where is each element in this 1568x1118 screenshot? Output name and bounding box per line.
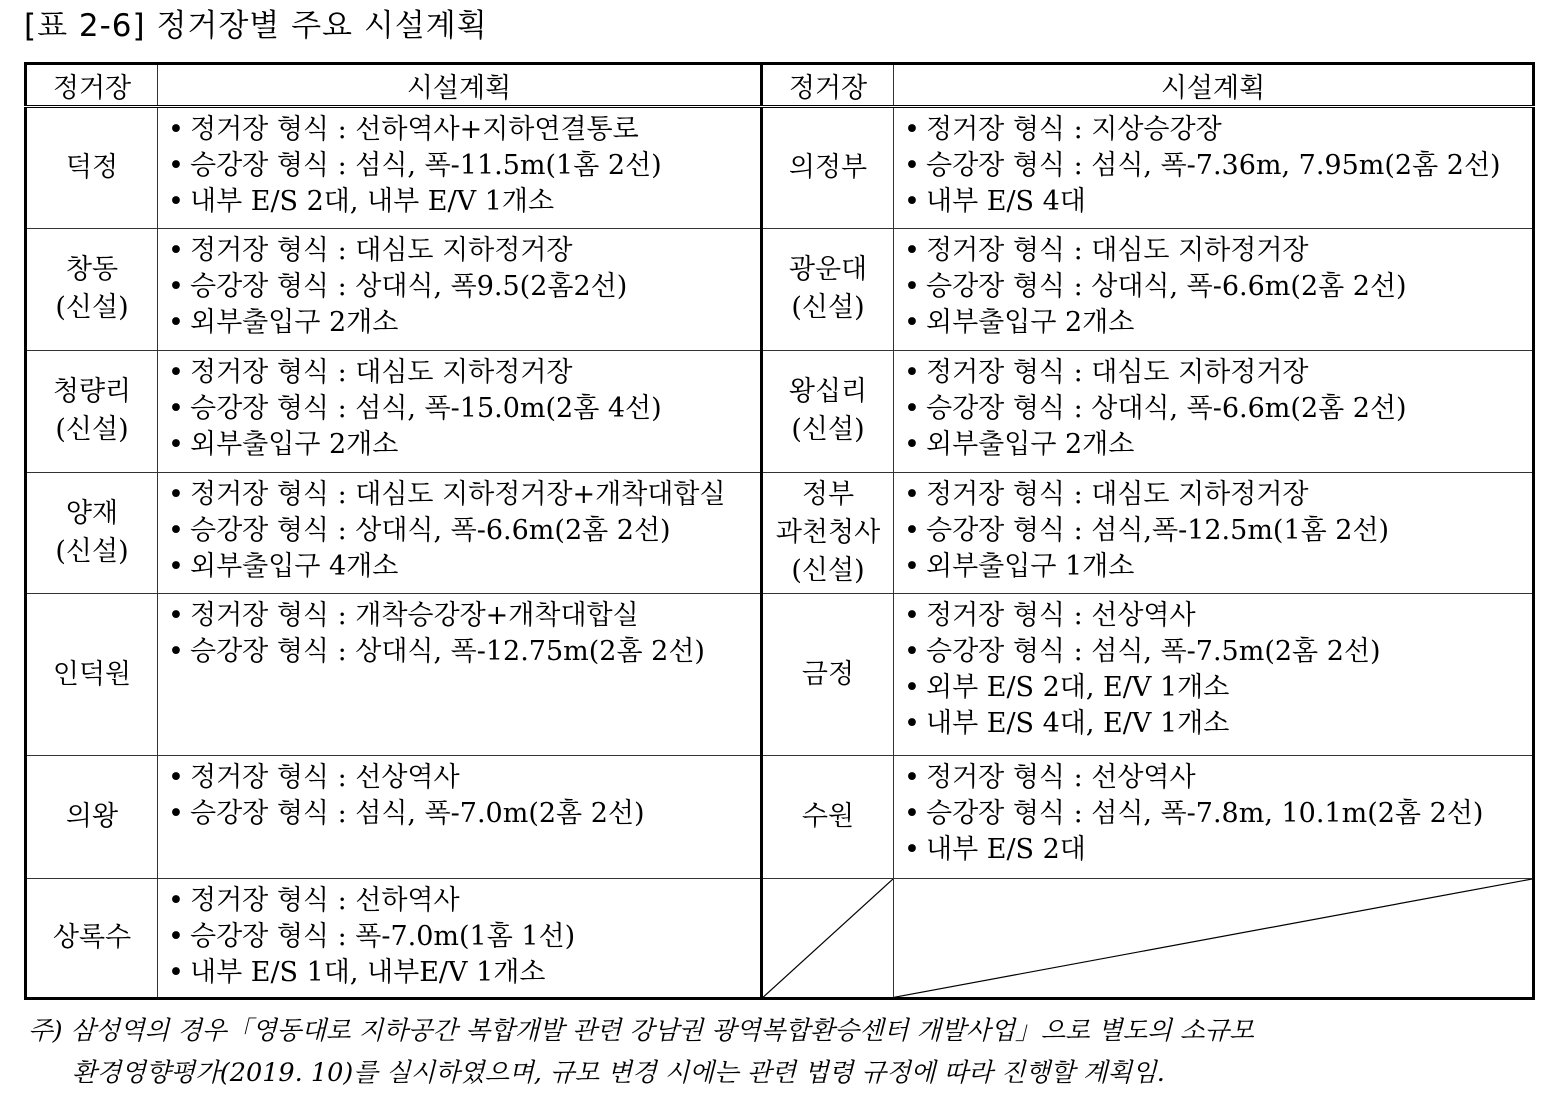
facility-plan-list — [166, 233, 760, 341]
header-plan-right: 시설계획 — [894, 64, 1534, 107]
facility-plan-item: • 승강장 형식 : 상대식, 폭-6.6m(2홈 2선) — [902, 269, 1532, 305]
station-name-line: 인덕원 — [52, 658, 132, 690]
facility-plan-item: • 승강장 형식 : 섬식, 폭-7.5m(2홈 2선) — [902, 634, 1532, 670]
station-name-line: 왕십리 — [788, 376, 868, 408]
facility-plan-item: • 정거장 형식 : 선상역사 — [902, 760, 1532, 796]
station-name-line: 의정부 — [788, 152, 868, 184]
station-name-cell — [762, 350, 894, 472]
facility-plan-item: • 외부출입구 2개소 — [902, 305, 1532, 341]
station-name-cell — [762, 594, 894, 756]
facility-plan-cell — [158, 594, 762, 756]
facility-plan-item: • 정거장 형식 : 대심도 지하정거장 — [166, 233, 760, 269]
facility-plan-list — [166, 477, 760, 585]
station-name-line: 금정 — [801, 658, 855, 690]
facility-plan-item: • 내부 E/S 2대, 내부 E/V 1개소 — [166, 184, 760, 220]
facility-plan-item: • 정거장 형식 : 대심도 지하정거장 — [902, 477, 1532, 513]
facility-plan-item: • 내부 E/S 1대, 내부E/V 1개소 — [166, 955, 760, 991]
facility-plan-cell — [894, 472, 1534, 593]
station-name-line: 청량리 — [52, 376, 132, 408]
station-name-cell — [26, 229, 158, 350]
station-name-cell — [26, 350, 158, 472]
station-name-line: (신설) — [791, 554, 865, 586]
station-name-line: (신설) — [791, 414, 865, 446]
facility-plan-item: • 승강장 형식 : 상대식, 폭-12.75m(2홈 2선) — [166, 634, 760, 670]
header-station-left: 정거장 — [26, 64, 158, 107]
footnote — [28, 1010, 1538, 1094]
facility-plan-item: • 승강장 형식 : 섬식, 폭-7.0m(2홈 2선) — [166, 796, 760, 832]
empty-station-cell — [762, 878, 894, 998]
facility-plan-item: • 승강장 형식 : 상대식, 폭-6.6m(2홈 2선) — [166, 513, 760, 549]
facility-plan-list — [902, 598, 1532, 742]
station-name-line: 상록수 — [52, 921, 132, 953]
facility-plan-list — [902, 355, 1532, 463]
facility-plan-cell — [894, 594, 1534, 756]
facility-plan-item: • 승강장 형식 : 상대식, 폭9.5(2홈2선) — [166, 269, 760, 305]
station-facilities-table — [24, 62, 1535, 1000]
facility-plan-item: • 외부 E/S 2대, E/V 1개소 — [902, 670, 1532, 706]
table-row — [26, 472, 1534, 593]
station-name-line: 창동 — [65, 254, 119, 286]
facility-plan-item: • 정거장 형식 : 선하역사 — [166, 883, 760, 919]
station-name-cell — [26, 107, 158, 229]
facility-plan-cell — [158, 472, 762, 593]
facility-plan-item: • 승강장 형식 : 상대식, 폭-6.6m(2홈 2선) — [902, 391, 1532, 427]
facility-plan-cell — [158, 878, 762, 998]
facility-plan-cell — [894, 107, 1534, 229]
table-row — [26, 107, 1534, 229]
facility-plan-item: • 정거장 형식 : 대심도 지하정거장+개착대합실 — [166, 477, 760, 513]
facility-plan-list — [166, 598, 760, 670]
facility-plan-cell — [158, 229, 762, 350]
facility-plan-list — [166, 112, 760, 220]
table-row — [26, 756, 1534, 878]
facility-plan-list — [902, 112, 1532, 220]
facility-plan-list — [902, 233, 1532, 341]
station-name-cell — [26, 472, 158, 593]
facility-plan-item: • 정거장 형식 : 대심도 지하정거장 — [902, 233, 1532, 269]
table-row — [26, 878, 1534, 998]
facility-plan-item: • 외부출입구 2개소 — [902, 427, 1532, 463]
facility-plan-list — [166, 760, 760, 832]
table-row — [26, 229, 1534, 350]
station-name-line: 광운대 — [788, 254, 868, 286]
station-name-cell — [26, 756, 158, 878]
facility-plan-cell — [894, 229, 1534, 350]
station-name-line: (신설) — [55, 535, 129, 567]
station-name-line: (신설) — [55, 414, 129, 446]
table-caption: [표 2-6] 정거장별 주요 시설계획 — [24, 8, 488, 44]
station-name-line: 수원 — [801, 801, 855, 833]
empty-plan-cell — [894, 878, 1534, 998]
station-name-cell — [762, 756, 894, 878]
facility-plan-list — [166, 883, 760, 991]
facility-plan-item: • 정거장 형식 : 대심도 지하정거장 — [166, 355, 760, 391]
facility-plan-item: • 정거장 형식 : 개착승강장+개착대합실 — [166, 598, 760, 634]
table-row — [26, 594, 1534, 756]
facility-plan-item: • 내부 E/S 4대, E/V 1개소 — [902, 706, 1532, 742]
station-name-line: 양재 — [65, 497, 119, 529]
facility-plan-cell — [894, 756, 1534, 878]
facility-plan-item: • 외부출입구 1개소 — [902, 549, 1532, 585]
facility-plan-cell — [158, 350, 762, 472]
facility-plan-item: • 정거장 형식 : 선하역사+지하연결통로 — [166, 112, 760, 148]
facility-plan-item: • 외부출입구 2개소 — [166, 427, 760, 463]
facility-plan-list — [166, 355, 760, 463]
facility-plan-item: • 승강장 형식 : 섬식,폭-12.5m(1홈 2선) — [902, 513, 1532, 549]
station-name-cell — [762, 107, 894, 229]
station-name-cell — [762, 229, 894, 350]
footnote-line-1: 주) 삼성역의 경우「영동대로 지하공간 복합개발 관련 강남권 광역복합환승센터 개발사업」으로 별도의 소규모 — [28, 1016, 1254, 1046]
facility-plan-item: • 승강장 형식 : 섬식, 폭-7.36m, 7.95m(2홈 2선) — [902, 148, 1532, 184]
station-name-cell — [762, 472, 894, 593]
facility-plan-cell — [158, 756, 762, 878]
header-station-right: 정거장 — [762, 64, 894, 107]
facility-plan-item: • 내부 E/S 4대 — [902, 184, 1532, 220]
station-name-cell — [26, 878, 158, 998]
facility-plan-list — [902, 477, 1532, 585]
footnote-line-2: 환경영향평가(2019. 10)를 실시하였으며, 규모 변경 시에는 관련 법령 규정에 따라 진행할 계획임. — [72, 1058, 1165, 1088]
facility-plan-item: • 정거장 형식 : 대심도 지하정거장 — [902, 355, 1532, 391]
facility-plan-item: • 승강장 형식 : 섬식, 폭-7.8m, 10.1m(2홈 2선) — [902, 796, 1532, 832]
header-plan-left: 시설계획 — [158, 64, 762, 107]
station-name-line: 의왕 — [65, 801, 119, 833]
station-name-line: 정부 — [801, 478, 855, 510]
facility-plan-cell — [158, 107, 762, 229]
facility-plan-list — [902, 760, 1532, 868]
facility-plan-item: • 정거장 형식 : 선상역사 — [902, 598, 1532, 634]
station-name-line: (신설) — [791, 292, 865, 324]
facility-plan-item: • 정거장 형식 : 지상승강장 — [902, 112, 1532, 148]
table-row — [26, 350, 1534, 472]
facility-plan-cell — [894, 350, 1534, 472]
facility-plan-item: • 외부출입구 4개소 — [166, 549, 760, 585]
facility-plan-item: • 내부 E/S 2대 — [902, 832, 1532, 868]
facility-plan-item: • 승강장 형식 : 섬식, 폭-11.5m(1홈 2선) — [166, 148, 760, 184]
facility-plan-item: • 승강장 형식 : 폭-7.0m(1홈 1선) — [166, 919, 760, 955]
station-name-cell — [26, 594, 158, 756]
facility-plan-item: • 외부출입구 2개소 — [166, 305, 760, 341]
header-row — [26, 64, 1534, 107]
station-name-line: 덕정 — [65, 152, 119, 184]
facility-plan-item: • 정거장 형식 : 선상역사 — [166, 760, 760, 796]
station-name-line: 과천청사 — [775, 516, 881, 548]
station-name-line: (신설) — [55, 292, 129, 324]
facility-plan-item: • 승강장 형식 : 섬식, 폭-15.0m(2홈 4선) — [166, 391, 760, 427]
